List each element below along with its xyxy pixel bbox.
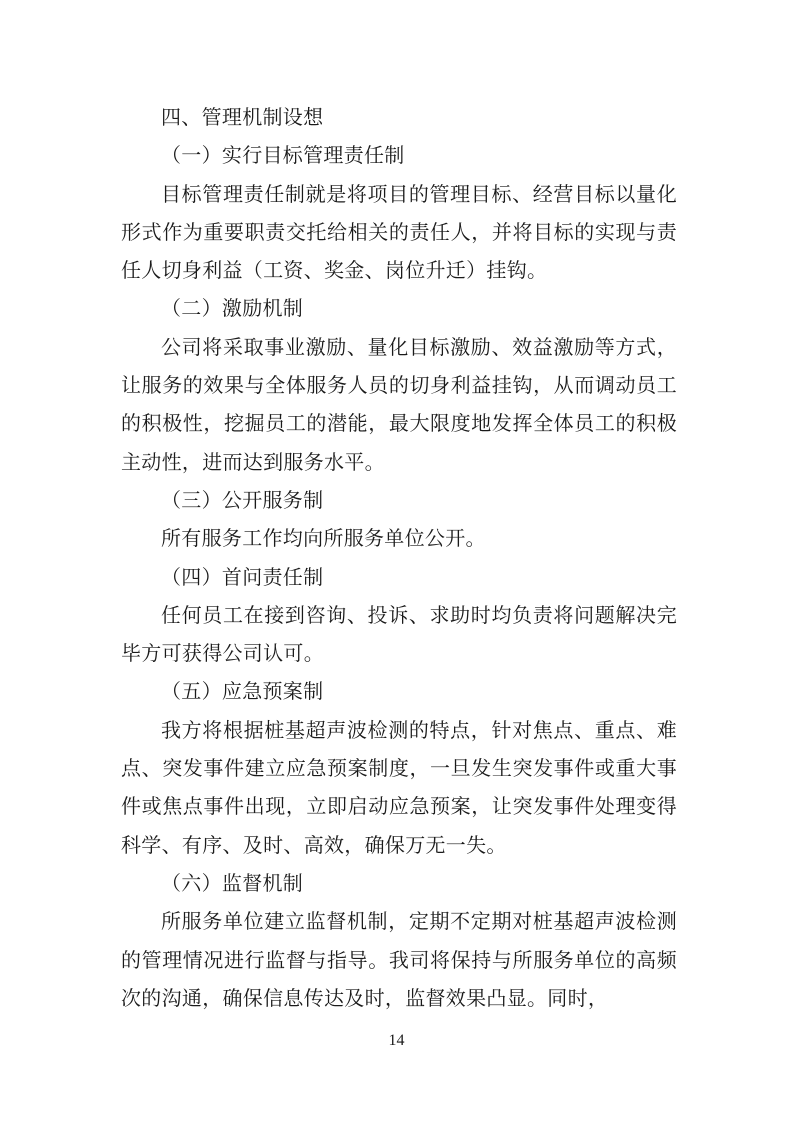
body-paragraph: 所有服务工作均向所服务单位公开。 <box>161 526 486 551</box>
body-paragraph: 任何员工在接到咨询、投诉、求助时均负责将问题解决完毕方可获得公司认可。 <box>121 602 677 666</box>
section-heading: 四、管理机制设想 <box>161 105 324 129</box>
document-body <box>121 98 677 1017</box>
body-paragraph: 目标管理责任制就是将项目的管理目标、经营目标以量化形式作为重要职责交托给相关的责任人，并将目标的实现与责任人切身利益（工资、奖金、岗位升迁）挂钩。 <box>121 181 677 283</box>
body-paragraph: 所服务单位建立监督机制，定期不定期对桩基超声波检测的管理情况进行监督与指导。我司将保持与所服务单位的高频次的沟通，确保信息传达及时，监督效果凸显。同时， <box>121 909 677 1010</box>
page-number: 14 <box>388 1032 405 1049</box>
subsection-heading: （一）实行目标管理责任制 <box>161 143 405 168</box>
subsection-heading: （六）监督机制 <box>161 870 304 895</box>
body-paragraph: 公司将采取事业激励、量化目标激励、效益激励等方式，让服务的效果与全体服务人员的切身利益挂钩，从而调动员工的积极性，挖掘员工的潜能，最大限度地发挥全体员工的积极主动性，进而达到服务水平。 <box>121 334 677 474</box>
subsection-heading: （五）应急预案制 <box>161 679 324 704</box>
subsection-heading: （三）公开服务制 <box>161 487 324 512</box>
body-paragraph: 我方将根据桩基超声波检测的特点，针对焦点、重点、难点、突发事件建立应急预案制度，一旦发生突发事件或重大事件或焦点事件出现，立即启动应急预案，让突发事件处理变得科学、有序、及时、高效，确保万无一失。 <box>121 717 677 857</box>
subsection-heading: （四）首问责任制 <box>161 564 324 589</box>
subsection-heading: （二）激励机制 <box>161 296 304 321</box>
